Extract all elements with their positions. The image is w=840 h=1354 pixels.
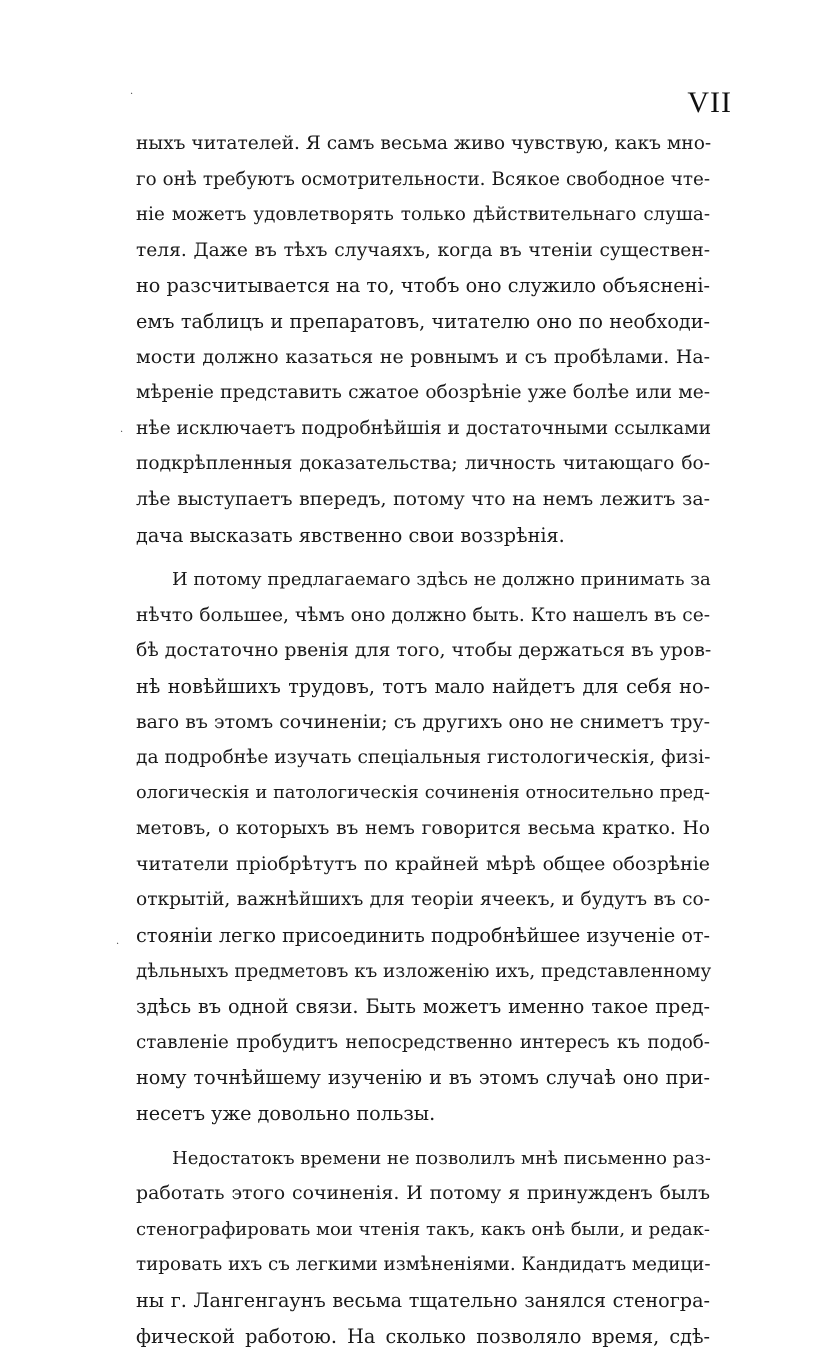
paragraph-3 [136,1141,710,1354]
text-line: дача высказать явственно свои воззрѣнiя. [136,523,565,547]
text-line: дѣльныхъ предметовъ къ изложенiю ихъ, представленному [136,960,712,982]
text-line: го онѣ требуютъ осмотрительности. Всякое свободное чте- [136,168,710,190]
text-line: метовъ, о которыхъ въ немъ говорится весьма кратко. Но [136,818,710,840]
text-line: ологическiя и патологическiя сочиненiя относительно пред- [136,782,710,803]
text-line: стенографировать мои чтенiя такъ, какъ онѣ были, и редак- [136,1218,710,1240]
scan-speck: · [130,89,134,100]
text-line: лѣе выступаетъ впередъ, потому что на немъ лежитъ за- [136,487,710,510]
text-line: ному точнѣйшему изученiю и въ этомъ случаѣ оно при- [136,1066,710,1090]
text-line: работать этого сочиненiя. И потому я принужденъ былъ [136,1182,710,1205]
text-line: подкрѣпленныя доказательства; личность читающаго бо- [136,453,710,475]
text-line: мости должно казаться не ровнымъ и съ пробѣлами. На- [136,345,710,368]
page-number: VII [687,86,732,119]
text-line: мѣренiе представить сжатое обозрѣнiе уже болѣе или ме- [136,382,710,404]
paragraph-2 [136,562,710,1132]
text-line: несетъ уже довольно пользы. [136,1102,436,1126]
text-line: нѣ новѣйшихъ трудовъ, тотъ мало найдетъ для себя но- [136,674,710,698]
body-text [136,126,710,1354]
text-line: читатели прiобрѣтутъ по крайней мѣрѣ общее обозрѣнiе [136,852,710,875]
text-line: открытiй, важнѣйшихъ для теорiи ячеекъ, и будутъ въ со- [136,889,710,911]
text-line: но разсчитывается на то, чтобъ оно служило объясненi- [136,274,710,298]
text-line: тировать ихъ съ легкими измѣненiями. Кандидатъ медици- [136,1254,711,1276]
text-line: стоянiи легко присоединить подробнѣйшее изученiе от- [136,924,710,948]
scan-speck: · [120,427,124,438]
text-line: ныхъ читателей. Я самъ весьма живо чувствую, какъ мно- [136,133,712,154]
text-line: емъ таблицъ и препаратовъ, читателю оно по необходи- [136,309,710,333]
text-line: теля. Даже въ тѣхъ случаяхъ, когда въ чтенiи существен- [136,239,710,261]
text-line: Недостатокъ времени не позволилъ мнѣ письменно раз- [172,1147,711,1169]
text-line: ставленiе пробудитъ непосредственно интересъ къ подоб- [136,1031,710,1053]
text-line: нiе можетъ удовлетворять только дѣйствительнаго слуша- [136,204,710,226]
text-line: фической работою. На сколько позволяло время, сдѣ- [136,1324,710,1348]
text-line: ваго въ этомъ сочиненiи; съ другихъ оно не сниметъ тру- [136,710,710,733]
text-line: здѣсь въ одной связи. Быть можетъ именно такое пред- [136,995,710,1019]
text-line: нѣчто большее, чѣмъ оно должно быть. Кто нашелъ въ се- [136,604,710,626]
text-line: бѣ достаточно рвенiя для того, чтобы держаться въ уров- [136,639,712,662]
text-line: да подробнѣе изучать спецiальныя гистологическiя, физi- [136,747,711,769]
text-line: нѣе исключаетъ подробнѣйшiя и достаточными ссылками [136,417,712,439]
text-line: ны г. Лангенгаунъ весьма тщательно занялся стеногра- [136,1289,710,1312]
text-line: И потому предлагаемаго здѣсь не должно принимать за [172,569,711,591]
paragraph-1 [136,126,710,553]
scan-speck: · [116,939,120,950]
